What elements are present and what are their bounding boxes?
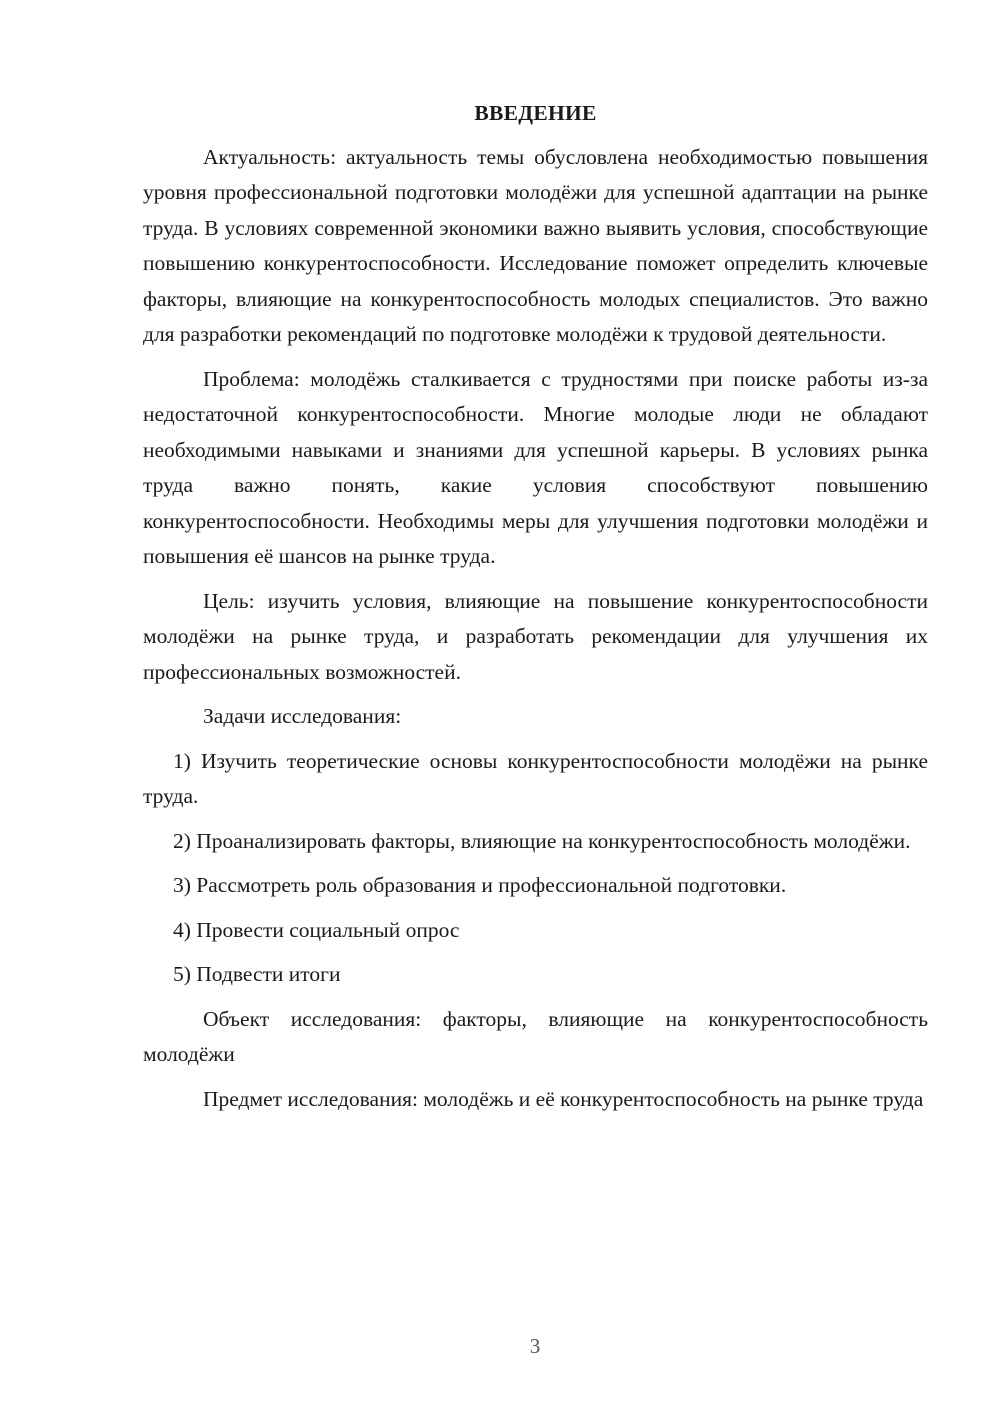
goal-paragraph: Цель: изучить условия, влияющие на повышение конкурентоспособности молодёжи на рынке труда, и разработать рекомендации для улучшения их профессиональных возможностей. (143, 588, 928, 684)
task-item-3: 3) Рассмотреть роль образования и профессиональной подготовки. (173, 873, 787, 897)
task-item-5: 5) Подвести итоги (173, 962, 341, 986)
relevance-paragraph: Актуальность: актуальность темы обусловлена необходимостью повышения уровня профессиональной подготовки молодёжи для успешной адаптации на рынке труда. В условиях современной экономики важно выявить условия, способствующие повышению конкурентоспособности. Исследование поможет определить ключевые факторы, влияющие на конкурентоспособность молодых специалистов. Это важно для разработки рекомендаций по подготовке молодёжи к трудовой деятельности. (143, 144, 928, 346)
object-paragraph: Объект исследования: факторы, влияющие на конкурентоспособность молодёжи (143, 1006, 928, 1066)
task-item-1: 1) Изучить теоретические основы конкурентоспособности молодёжи на рынке труда. (143, 748, 928, 808)
problem-paragraph: Проблема: молодёжь сталкивается с трудностями при поиске работы из-за недостаточной конкурентоспособности. Многие молодые люди не обладают необходимыми навыками и знаниями для успешной карьеры. В условиях рынка труда важно понять, какие условия способствуют повышению конкурентоспособности. Необходимы меры для улучшения подготовки молодёжи и повышения её шансов на рынке труда. (143, 366, 928, 568)
task-item-4: 4) Провести социальный опрос (173, 917, 460, 942)
task-item-2: 2) Проанализировать факторы, влияющие на конкурентоспособность молодёжи. (173, 828, 911, 853)
subject-paragraph: Предмет исследования: молодёжь и её конкурентоспособность на рынке труда (203, 1086, 924, 1111)
tasks-heading: Задачи исследования: (203, 704, 402, 728)
document-page (143, 96, 928, 1126)
page-title: ВВЕДЕНИЕ (474, 101, 597, 125)
page-number: 3 (529, 1334, 541, 1358)
